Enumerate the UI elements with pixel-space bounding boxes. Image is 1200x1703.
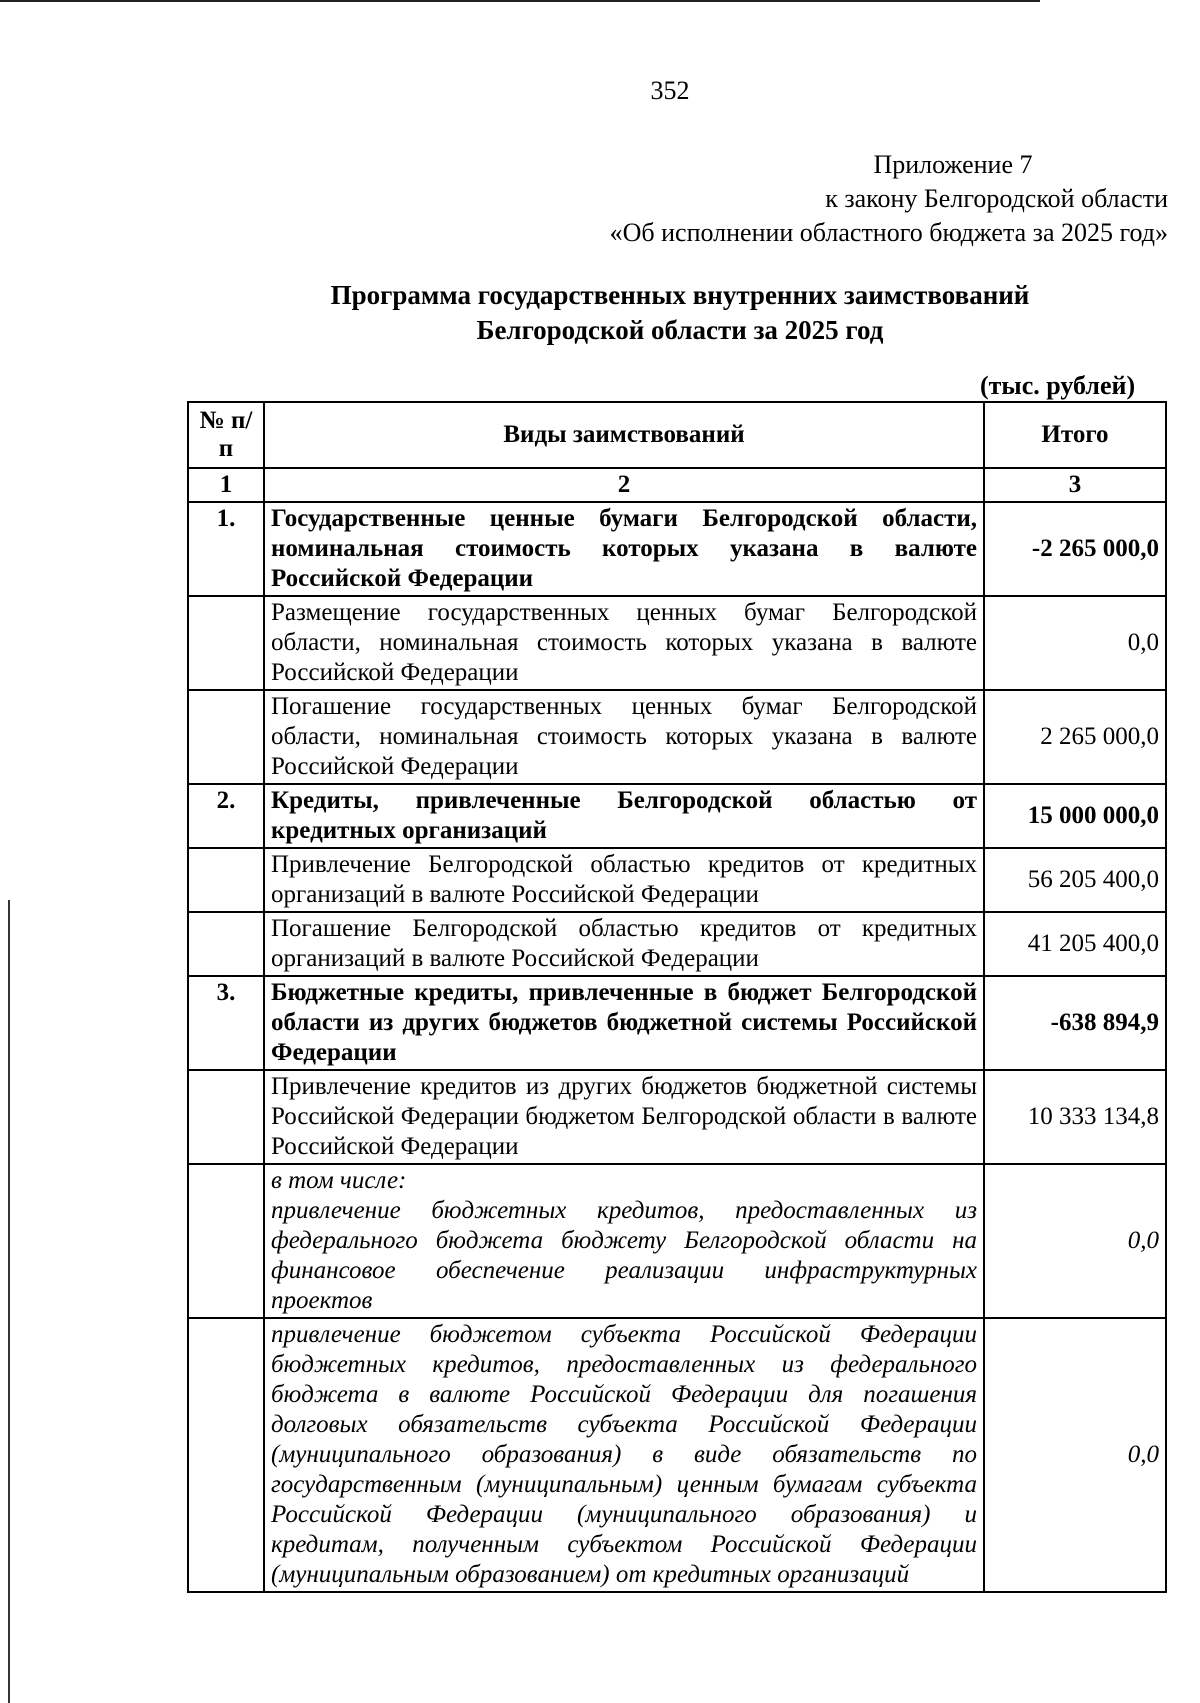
row-number-cell bbox=[188, 596, 264, 690]
row-name-cell bbox=[264, 1164, 984, 1318]
table-row bbox=[188, 1070, 1166, 1164]
column-number-1: 1 bbox=[188, 468, 264, 502]
row-name-cell: Погашение государственных ценных бумаг Белгородской области, номинальная стоимость которых указана в валюте Российской Федерации bbox=[264, 690, 984, 784]
borrowings-table bbox=[187, 401, 1167, 1593]
table-row bbox=[188, 976, 1166, 1070]
row-name-cell: Государственные ценные бумаги Белгородской области, номинальная стоимость которых указана в валюте Российской Федерации bbox=[264, 502, 984, 596]
table-column-numbers-row bbox=[188, 468, 1166, 502]
row-total-cell: 0,0 bbox=[984, 1164, 1166, 1318]
row-number-cell bbox=[188, 1164, 264, 1318]
header-total: Итого bbox=[984, 402, 1166, 468]
document-title-line-2: Белгородской области за 2025 год bbox=[476, 315, 884, 345]
table-row bbox=[188, 784, 1166, 848]
row-name-prefix: в том числе: bbox=[271, 1167, 407, 1194]
row-name-cell: Привлечение Белгородской областью кредитов от кредитных организаций в валюте Российской Федерации bbox=[264, 848, 984, 912]
row-name-cell: Бюджетные кредиты, привлеченные в бюджет Белгородской области из других бюджетов бюджетной системы Российской Федерации bbox=[264, 976, 984, 1070]
column-number-3: 3 bbox=[984, 468, 1166, 502]
row-total-cell: 0,0 bbox=[984, 1318, 1166, 1592]
table-row bbox=[188, 848, 1166, 912]
row-total-cell: 56 205 400,0 bbox=[984, 848, 1166, 912]
row-total-cell: 2 265 000,0 bbox=[984, 690, 1166, 784]
row-number-cell: 3. bbox=[188, 976, 264, 1070]
table-row bbox=[188, 912, 1166, 976]
row-name-cell: Размещение государственных ценных бумаг Белгородской области, номинальная стоимость которых указана в валюте Российской Федерации bbox=[264, 596, 984, 690]
appendix-number: Приложение 7 bbox=[873, 150, 1033, 179]
appendix-caption bbox=[468, 148, 1168, 250]
header-borrowing-types: Виды заимствований bbox=[264, 402, 984, 468]
appendix-law-reference: к закону Белгородской области bbox=[825, 184, 1168, 213]
document-title-line-1: Программа государственных внутренних заимствований bbox=[330, 280, 1030, 310]
row-total-cell: 0,0 bbox=[984, 596, 1166, 690]
row-number-cell bbox=[188, 690, 264, 784]
row-total-cell: -638 894,9 bbox=[984, 976, 1166, 1070]
row-number-cell: 1. bbox=[188, 502, 264, 596]
row-total-cell: -2 265 000,0 bbox=[984, 502, 1166, 596]
header-number: № п/п bbox=[188, 402, 264, 468]
document-title bbox=[240, 278, 1120, 348]
row-total-cell: 10 333 134,8 bbox=[984, 1070, 1166, 1164]
scan-top-edge-line bbox=[0, 0, 1040, 2]
row-number-cell bbox=[188, 1318, 264, 1592]
scan-left-edge-line bbox=[8, 900, 10, 1703]
table-row bbox=[188, 690, 1166, 784]
row-name-cell: привлечение бюджетом субъекта Российской Федерации бюджетных кредитов, предоставленных из федерального бюджета в валюте Российской Федерации для погашения долговых обязательств субъекта Российской Федерации (муниципального образования) в виде обязательств по государственным (муниципальным) ценным бумагам субъекта Российской Федерации (муниципального образования) и кредитам, полученным субъектом Российской Федерации (муниципальным образованием) от кредитных организаций bbox=[264, 1318, 984, 1592]
appendix-law-title: «Об исполнении областного бюджета за 2025 год» bbox=[609, 218, 1168, 247]
row-name-cell: Погашение Белгородской областью кредитов от кредитных организаций в валюте Российской Федерации bbox=[264, 912, 984, 976]
page-number: 352 bbox=[650, 76, 690, 105]
column-number-2: 2 bbox=[264, 468, 984, 502]
row-total-cell: 15 000 000,0 bbox=[984, 784, 1166, 848]
table-row bbox=[188, 502, 1166, 596]
row-name-cell: Кредиты, привлеченные Белгородской областью от кредитных организаций bbox=[264, 784, 984, 848]
row-number-cell bbox=[188, 1070, 264, 1164]
table-header-row bbox=[188, 402, 1166, 468]
units-label: (тыс. рублей) bbox=[980, 371, 1136, 400]
row-name-text: привлечение бюджетных кредитов, предоставленных из федерального бюджета бюджету Белгородской области на финансовое обеспечение реализации инфраструктурных проектов bbox=[271, 1197, 977, 1314]
row-number-cell: 2. bbox=[188, 784, 264, 848]
table-row bbox=[188, 1318, 1166, 1592]
table-row bbox=[188, 1164, 1166, 1318]
row-total-cell: 41 205 400,0 bbox=[984, 912, 1166, 976]
row-number-cell bbox=[188, 848, 264, 912]
row-name-cell: Привлечение кредитов из других бюджетов бюджетной системы Российской Федерации бюджетом Белгородской области в валюте Российской Федерации bbox=[264, 1070, 984, 1164]
row-number-cell bbox=[188, 912, 264, 976]
table-row bbox=[188, 596, 1166, 690]
